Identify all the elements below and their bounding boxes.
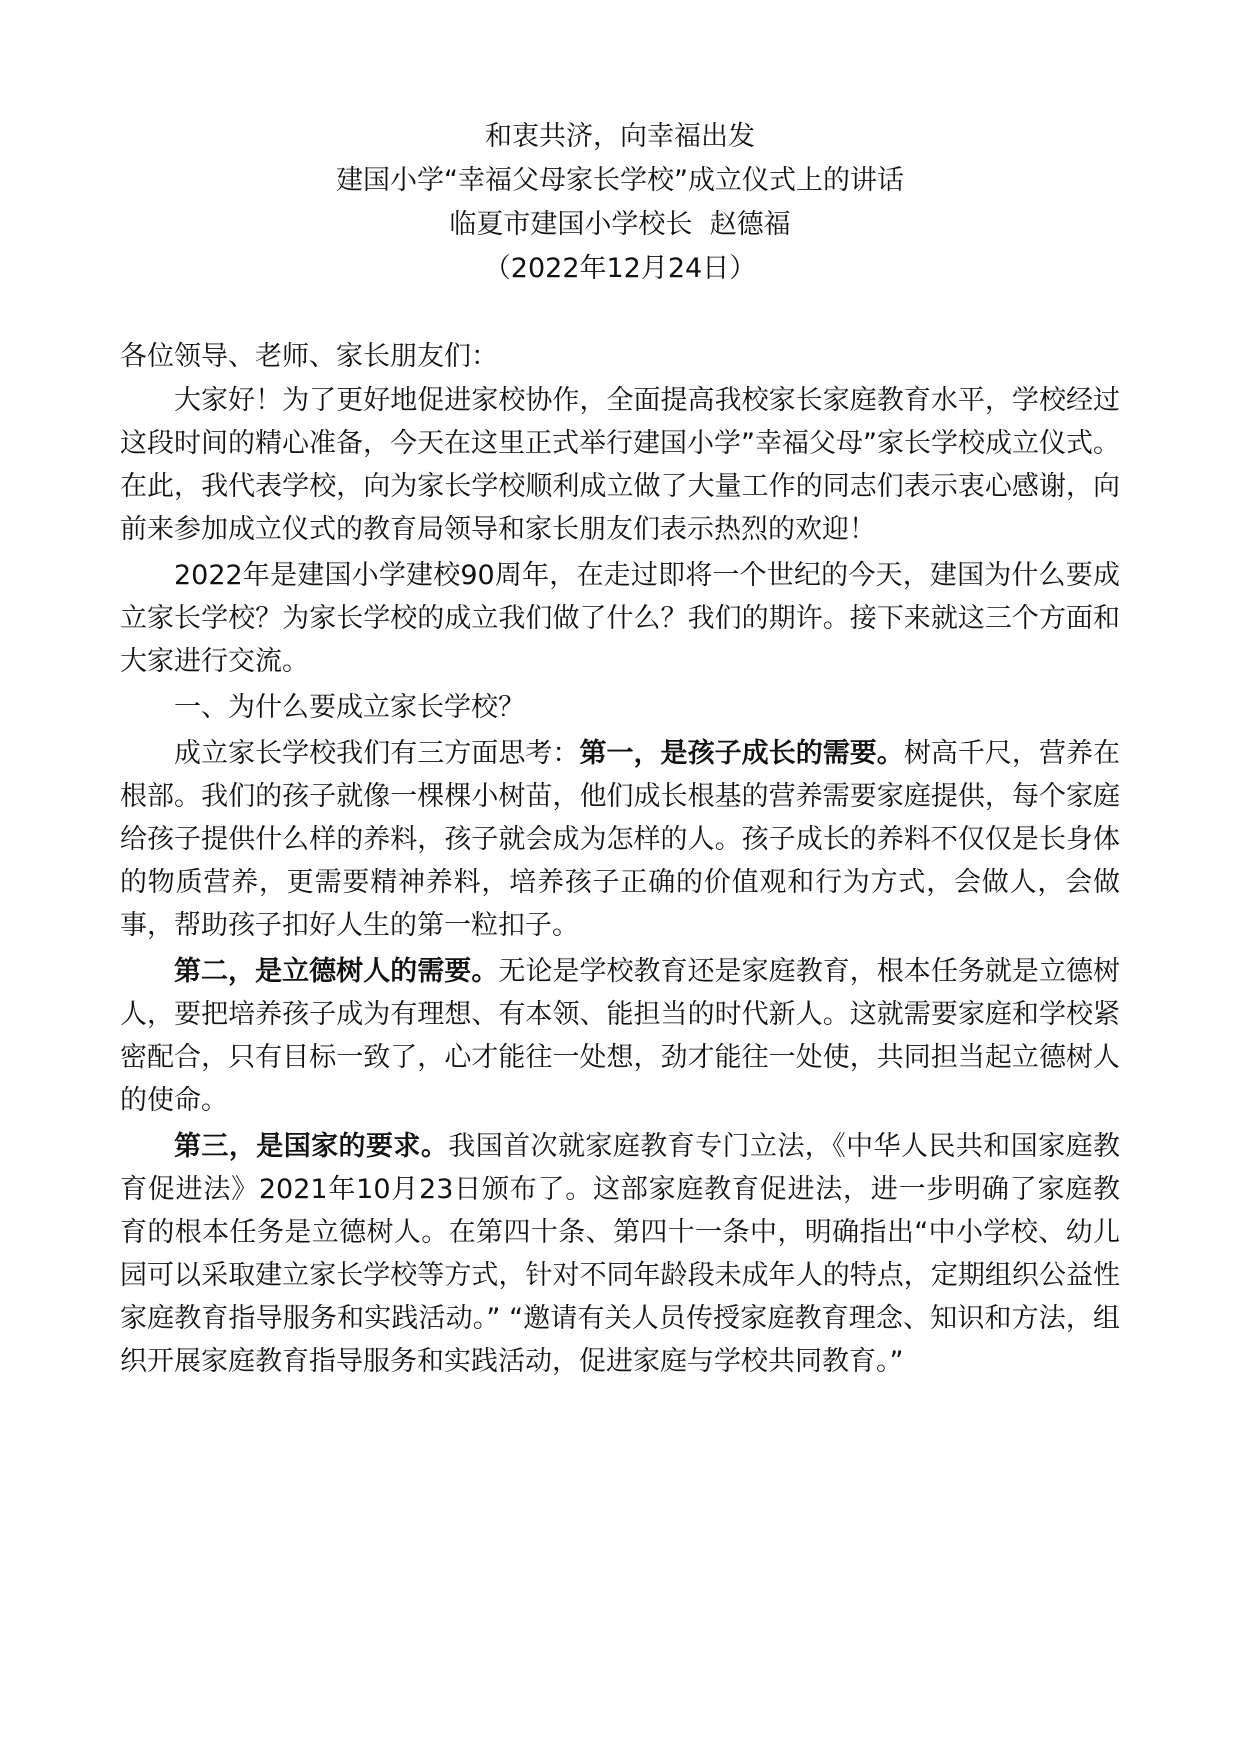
paragraph-text: 树高千尺，营养在根部。我们的孩子就像一棵棵小树苗，他们成长根基的营养需要家庭提供，每个家庭给孩子提供什么样的养料，孩子就会成为怎样的人。孩子成长的养料不仅仅是长身体的物质营养，更需要精神养料，培养孩子正确的价值观和行为方式，会做人，会做事，帮助孩子扣好人生的第一粒扣子。 (120, 738, 1121, 941)
document-subtitle: 建国小学“幸福父母家长学校”成立仪式上的讲话 (336, 165, 904, 196)
paragraph-intro (120, 554, 1120, 683)
date-line: （2022年12月24日） (483, 253, 757, 284)
author-line: 临夏市建国小学校长 赵德福 (449, 209, 791, 240)
paragraph-text: 大家好！为了更好地促进家校协作，全面提高我校家长家庭教育水平，学校经过这段时间的精心准备，今天在这里正式举行建国小学”幸福父母”家长学校成立仪式。在此，我代表学校，向为家长学校顺利成立做了大量工作的同志们表示衷心感谢，向前来参加成立仪式的教育局领导和家长朋友们表示热烈的欢迎！ (120, 385, 1120, 545)
paragraph-text: 无论是学校教育还是家庭教育，根本任务就是立德树人，要把培养孩子成为有理想、有本领、能担当的时代新人。这就需要家庭和学校紧密配合，只有目标一致了，心才能往一处想，劲才能往一处使，共同担当起立德树人的使命。 (120, 956, 1121, 1116)
reason-2-heading: 第二，是立德树人的需要。 (174, 956, 499, 987)
paragraph-reason-2 (120, 950, 1120, 1122)
speech-body (120, 379, 1120, 1383)
document-header (120, 115, 1120, 291)
salutation: 各位领导、老师、家长朋友们： (120, 341, 498, 372)
paragraph-welcome (120, 379, 1120, 551)
paragraph-lead: 成立家长学校我们有三方面思考： (174, 738, 580, 769)
paragraph-reason-1 (120, 732, 1120, 947)
paragraph-reason-3 (120, 1125, 1120, 1383)
document-page (120, 115, 1120, 1383)
paragraph-text: 我国首次就家庭教育专门立法，《中华人民共和国家庭教育促进法》2021年10月23日颁布了。这部家庭教育促进法，进一步明确了家庭教育的根本任务是立德树人。在第四十条、第四十一条中，明确指出“中小学校、幼儿园可以采取建立家长学校等方式，针对不同年龄段未成年人的特点，定期组织公益性家庭教育指导服务和实践活动。” “邀请有关人员传授家庭教育理念、知识和方法，组织开展家庭教育指导服务和实践活动，促进家庭与学校共同教育。” (120, 1131, 1120, 1377)
reason-3-heading: 第三，是国家的要求。 (174, 1131, 449, 1162)
document-title: 和衷共济，向幸福出发 (485, 121, 755, 152)
section-heading-1 (120, 686, 1120, 729)
section-heading-text: 一、为什么要成立家长学校？ (174, 692, 525, 723)
paragraph-text: 2022年是建国小学建校90周年，在走过即将一个世纪的今天，建国为什么要成立家长学校？为家长学校的成立我们做了什么？我们的期许。接下来就这三个方面和大家进行交流。 (120, 560, 1120, 677)
reason-1-heading: 第一，是孩子成长的需要。 (579, 738, 904, 769)
